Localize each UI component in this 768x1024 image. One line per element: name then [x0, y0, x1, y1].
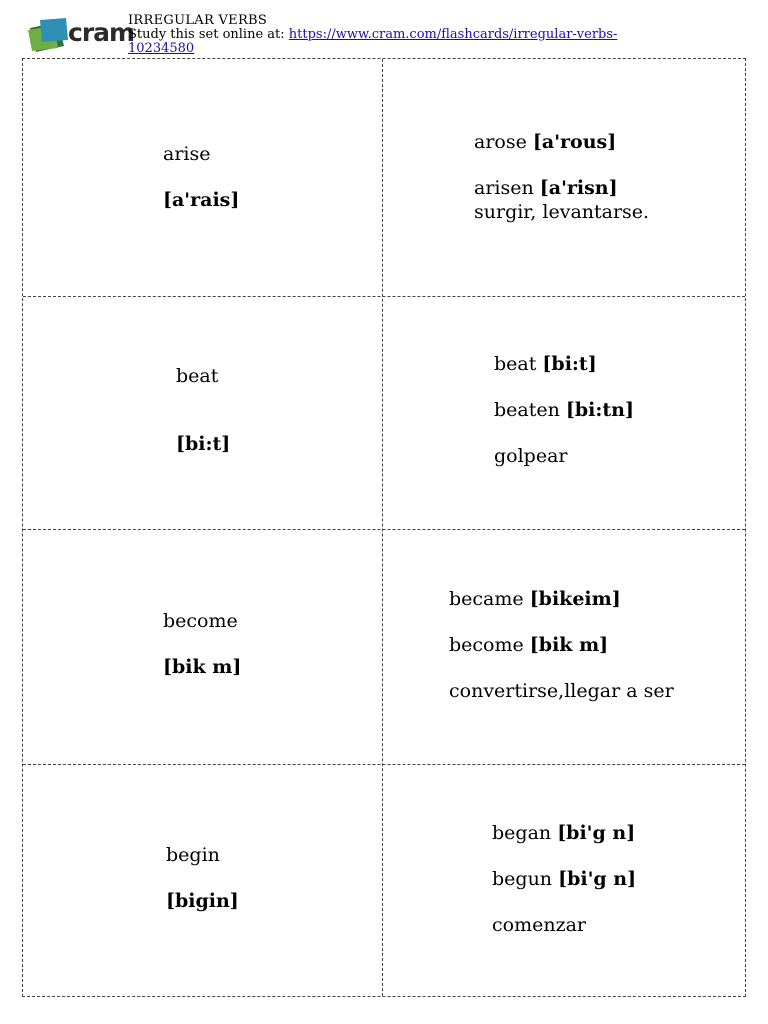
front-pronunciation: [bik m] — [163, 656, 242, 678]
back-line: arose [a'rous] — [474, 131, 617, 153]
back-line: began [bi'g n] — [492, 822, 636, 844]
card-front — [163, 143, 239, 211]
header-text — [128, 14, 728, 56]
row-divider — [23, 529, 745, 530]
back-line: beaten [bi:tn] — [494, 399, 634, 421]
back-line: became [bikeim] — [449, 588, 621, 610]
card-front — [176, 365, 230, 455]
flashcard-grid — [22, 58, 746, 997]
set-link-cont[interactable]: 10234580 — [128, 41, 195, 56]
back-line: surgir, levantarse. — [474, 201, 650, 223]
back-line: convertirse,llegar a ser — [449, 680, 674, 702]
study-line — [128, 28, 728, 42]
card-back — [449, 588, 674, 702]
row-divider — [23, 296, 745, 297]
front-word: become — [163, 610, 238, 632]
card-front — [163, 610, 241, 678]
card-back — [474, 131, 649, 223]
study-prefix: Study this set online at: — [128, 27, 289, 42]
cram-logo-icon — [28, 18, 70, 52]
set-link[interactable]: https://www.cram.com/flashcards/irregular-verbs- — [288, 27, 618, 42]
set-title: IRREGULAR VERBS — [128, 13, 268, 28]
front-pronunciation: [a'rais] — [163, 189, 240, 211]
column-divider — [382, 59, 383, 996]
back-line: begun [bi'g n] — [492, 868, 637, 890]
row-divider — [23, 764, 745, 765]
cram-logo[interactable] — [28, 16, 135, 52]
front-word: arise — [163, 143, 211, 165]
back-line: become [bik m] — [449, 634, 609, 656]
front-pronunciation: [bigin] — [166, 890, 239, 912]
page-header — [0, 0, 768, 58]
back-line: golpear — [494, 445, 568, 467]
back-line: comenzar — [492, 914, 586, 936]
card-front — [166, 844, 239, 912]
front-word: beat — [176, 365, 219, 387]
front-word: begin — [166, 844, 220, 866]
back-line: beat [bi:t] — [494, 353, 597, 375]
back-line: arisen [a'risn] — [474, 177, 618, 199]
card-back — [494, 353, 634, 467]
card-back — [492, 822, 636, 936]
cram-logo-text: cram — [68, 18, 135, 47]
front-pronunciation: [bi:t] — [176, 433, 231, 455]
